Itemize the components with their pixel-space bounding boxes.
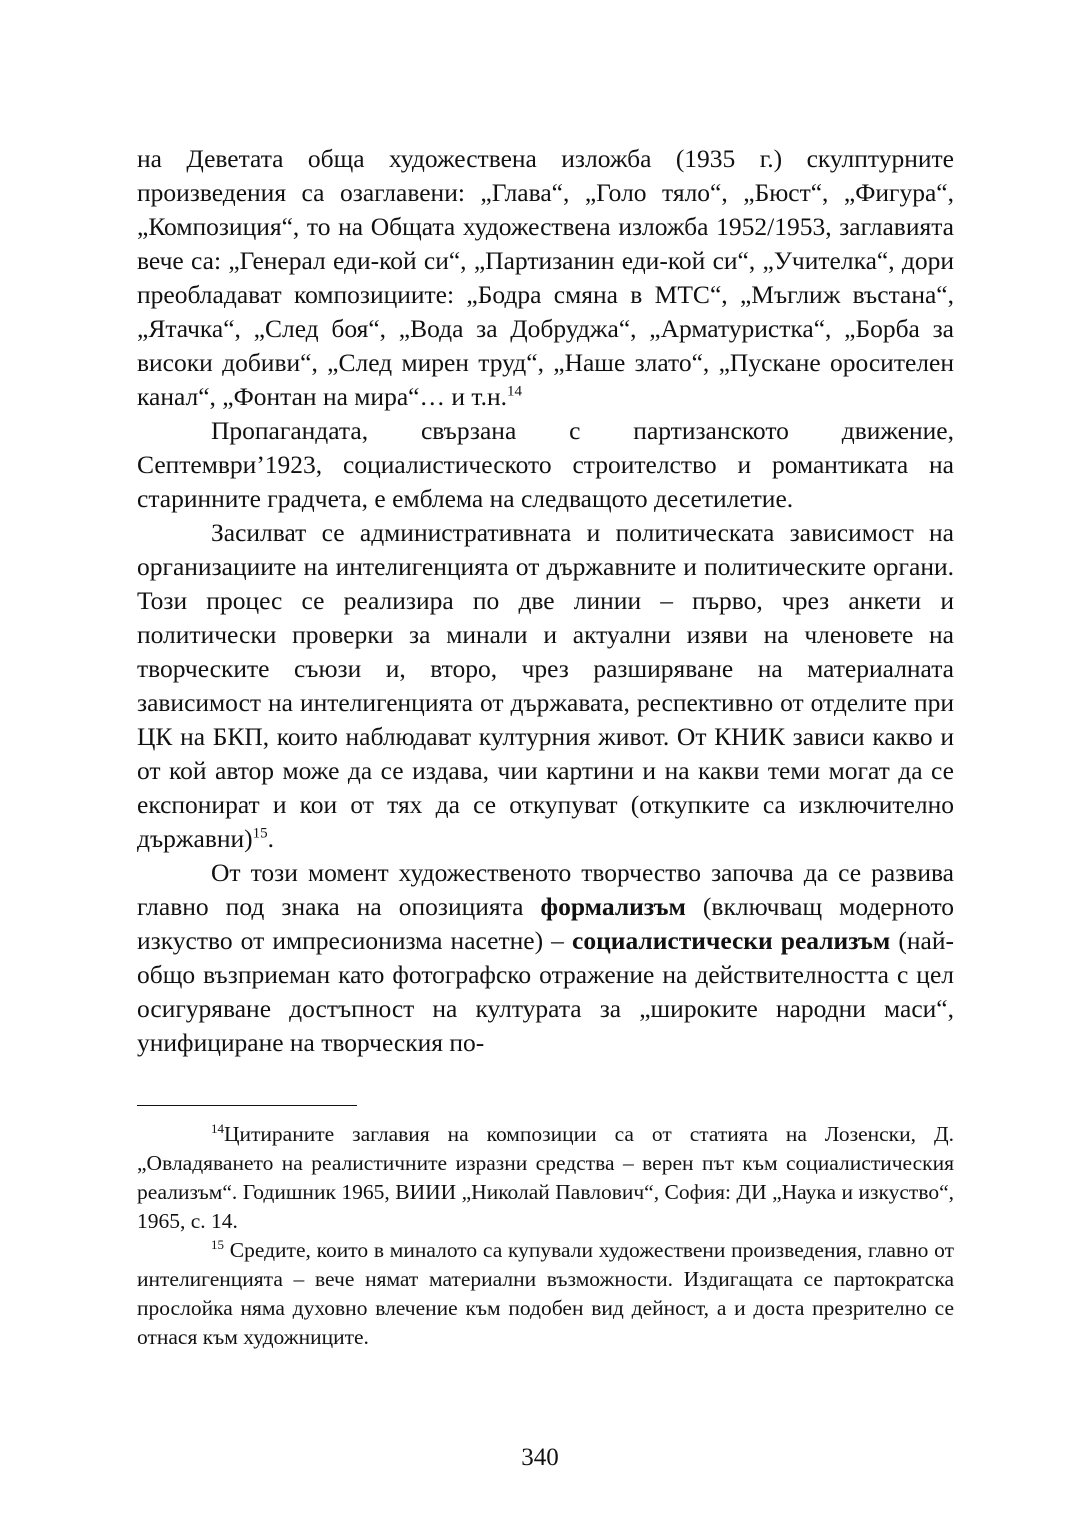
paragraph-4-part-2: (включващ модерното изкуство от импресионизма насетне) – [137, 892, 954, 955]
footnote-separator [137, 1105, 357, 1106]
footnote-15-text: Средите, които в миналото са купували художествени произведения, главно от интелигенцията – вече нямат материални възможности. Издигащата се партократска прослойка няма духовно влечение към подобен вид дейност, а и доста презрително се отнася към художниците. [137, 1238, 955, 1349]
term-formalism: формализъм [540, 892, 686, 921]
paragraph-4-part-1: От този момент художественото творчество започва да се развива главно под знака на опозицията [137, 858, 954, 921]
paragraph-3-text: Засилват се административната и политическата зависимост на организациите на интелигенцията от държавните и политическите органи. Този процес се реализира по две линии – първо, чрез анкети и политически проверки за минали и актуални изяви на членовете на творческите съюзи и, второ, чрез разширяване на материалната зависимост на интелигенцията от държавата, респективно от отделите при ЦК на БКП, които наблюдават културния живот. От КНИК зависи какво и от кой автор може да се издава, чии картини и на какви теми могат да се експонират и кои от тях да се откупуват (откупките са изключително държавни) [137, 518, 954, 853]
paragraph-4-part-3: (най-общо възприеман като фотографско отражение на действителността с цел осигуряване достъпност на културата за „широките народни маси“, унифициране на творческия по- [137, 926, 954, 1057]
paragraph-3-suffix: . [267, 824, 275, 853]
footnote-14-number: 14 [211, 1120, 224, 1136]
footnote-14-text: Цитираните заглавия на композиции са от статията на Лозенски, Д. „Овладяването на реалистичните изразни средства – верен път към социалистическия реализъм“. Годишник 1965, ВИИИ „Николай Павлович“, София: ДИ „Наука и изкуство“, 1965, с. 14. [137, 1122, 954, 1233]
paragraph-4 [137, 856, 954, 1060]
footnote-15 [137, 1236, 954, 1352]
footnote-15-number: 15 [211, 1236, 224, 1252]
main-text [137, 142, 954, 1060]
footnote-ref-14: 14 [507, 383, 522, 400]
page-number: 340 [521, 1444, 559, 1471]
term-socialist-realism: социалистически реализъм [572, 926, 891, 955]
paragraph-2 [137, 414, 954, 516]
paragraph-2-text: Пропагандата, свързана с партизанското движение, Септември’1923, социалистическото строителство и романтиката на старинните градчета, е емблема на следващото десетилетие. [137, 416, 954, 513]
paragraph-1 [137, 142, 954, 414]
footnotes [137, 1120, 954, 1352]
footnote-ref-15: 15 [252, 825, 268, 842]
footnote-14 [137, 1120, 954, 1236]
paragraph-1-text: на Деветата обща художествена изложба (1935 г.) скулптурните произведения са озаглавени: „Глава“, „Голо тяло“, „Бюст“, „Фигура“, „Композиция“, то на Общата художествена изложба 1952/1953, заглавията вече са: „Генерал еди-кой си“, „Партизанин еди-кой си“, „Учителка“, дори преобладават композициите: „Бодра смяна в МТС“, „Мъглиж въстана“, „Ятачка“, „След боя“, „Вода за Добруджа“, „Арматуристка“, „Борба за високи добиви“, „След мирен труд“, „Наше злато“, „Пускане оросителен канал“, „Фонтан на мира“… и т.н. [137, 144, 954, 411]
paragraph-3 [137, 516, 954, 856]
